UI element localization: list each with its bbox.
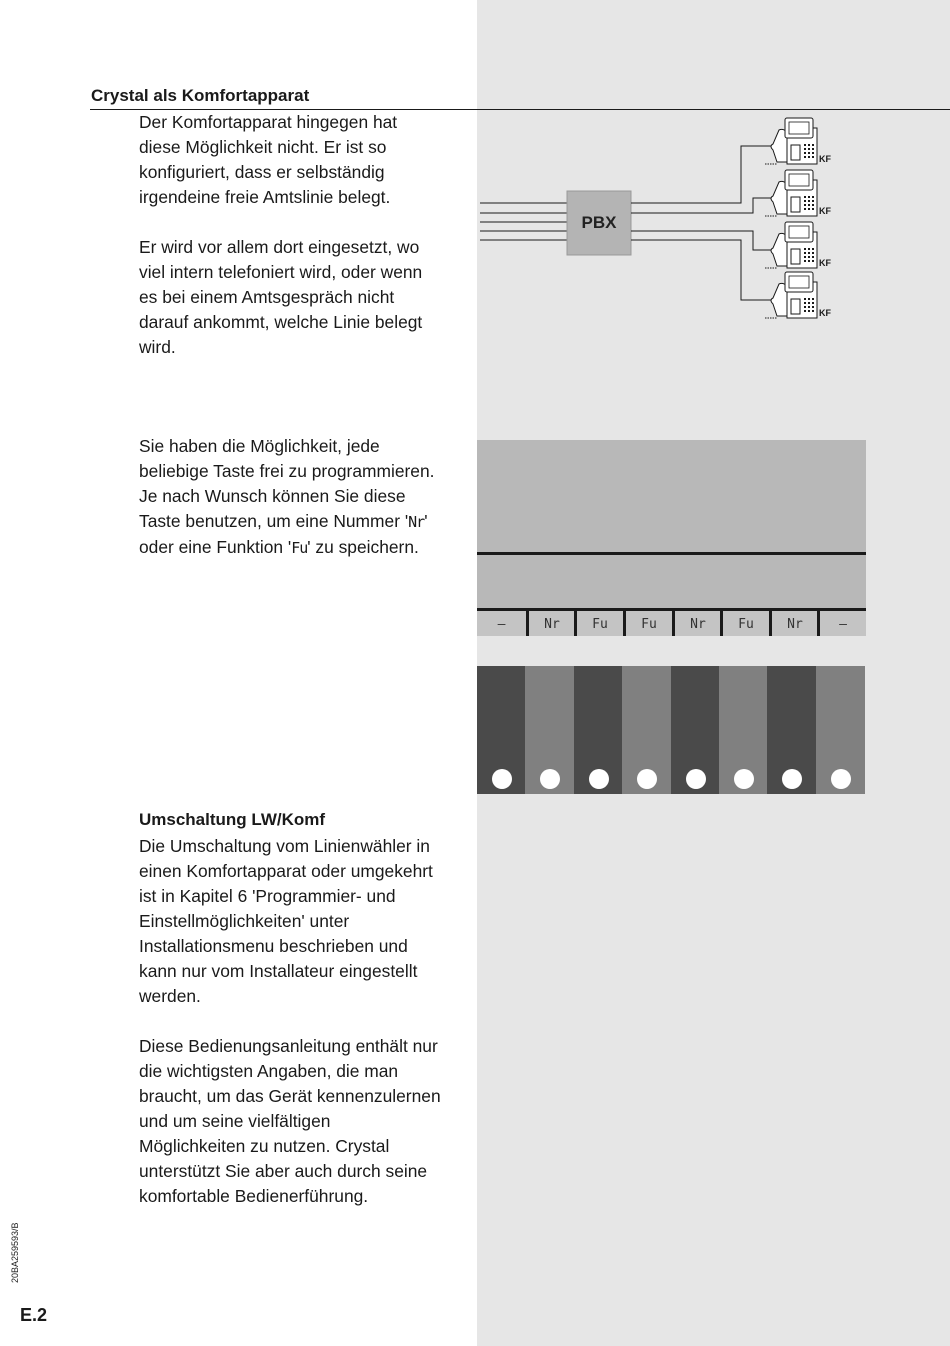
led-indicator xyxy=(831,769,851,789)
text-line: kann nur vom Installateur eingestellt xyxy=(139,961,418,981)
lcd-code-nr: Nr xyxy=(408,513,425,531)
text-line: Die Umschaltung vom Linienwähler in xyxy=(139,836,430,856)
softkey-2[interactable]: Nr xyxy=(526,611,575,636)
text-line: diese Möglichkeit nicht. Er ist so xyxy=(139,137,387,157)
softkey-1[interactable]: — xyxy=(477,611,526,636)
softkey-5[interactable]: Nr xyxy=(672,611,721,636)
programmable-key[interactable] xyxy=(477,666,526,794)
document-code: 20BA259593/B xyxy=(10,1222,20,1283)
page-number: E.2 xyxy=(20,1305,48,1325)
led-indicator xyxy=(734,769,754,789)
lcd-code-fu: Fu xyxy=(291,539,308,557)
section-title: Crystal als Komfortapparat xyxy=(91,86,310,105)
programmable-key[interactable] xyxy=(816,666,865,794)
paragraph-programmieren xyxy=(139,434,474,561)
text-fragment: ' zu speichern. xyxy=(307,537,419,557)
softkey-6[interactable]: Fu xyxy=(720,611,769,636)
phone-group xyxy=(765,118,831,318)
text-line xyxy=(139,509,474,535)
text-line: viel intern telefoniert wird, oder wenn xyxy=(139,262,423,282)
text-line: konfiguriert, dass er selbständig xyxy=(139,162,385,182)
telephone-icon xyxy=(765,272,831,318)
text-fragment: oder eine Funktion ' xyxy=(139,537,292,557)
subsection-title: Umschaltung LW/Komf xyxy=(139,810,326,829)
paragraph-komfortapparat xyxy=(139,110,474,210)
led-indicator xyxy=(540,769,560,789)
led-indicator xyxy=(492,769,512,789)
text-line: es bei einem Amtsgespräch nicht xyxy=(139,287,395,307)
text-line: ist in Kapitel 6 'Programmier- und xyxy=(139,886,396,906)
led-indicator xyxy=(686,769,706,789)
softkey-7[interactable]: Nr xyxy=(769,611,818,636)
text-fragment: ' xyxy=(424,511,428,531)
text-line: einen Komfortapparat oder umgekehrt xyxy=(139,861,433,881)
text-line: werden. xyxy=(139,986,201,1006)
paragraph-einsatz xyxy=(139,235,474,360)
text-line: die wichtigsten Angaben, die man xyxy=(139,1061,399,1081)
text-line: Einstellmöglichkeiten' unter xyxy=(139,911,350,931)
text-line: Möglichkeiten zu nutzen. Crystal xyxy=(139,1136,390,1156)
programmable-key[interactable] xyxy=(671,666,720,794)
trunk-lines xyxy=(480,203,567,240)
paragraph-umschaltung xyxy=(139,834,474,1009)
display-status-area xyxy=(477,555,866,608)
text-line: komfortable Bedienerführung. xyxy=(139,1186,369,1206)
phone-type-label: KF xyxy=(819,154,831,164)
telephone-icon xyxy=(765,222,831,268)
text-line: und um seine vielfältigen xyxy=(139,1111,331,1131)
text-line: Installationsmenu beschrieben und xyxy=(139,936,408,956)
display-screen xyxy=(477,440,866,553)
led-indicator xyxy=(637,769,657,789)
telephone-icon xyxy=(765,118,831,164)
text-line: beliebige Taste frei zu programmieren. xyxy=(139,461,435,481)
softkey-3[interactable]: Fu xyxy=(574,611,623,636)
text-line: irgendeine freie Amtslinie belegt. xyxy=(139,187,391,207)
pbx-label: PBX xyxy=(581,213,617,232)
text-fragment: Taste benutzen, um eine Nummer ' xyxy=(139,511,409,531)
phone-type-label: KF xyxy=(819,206,831,216)
text-line: Der Komfortapparat hingegen hat xyxy=(139,112,398,132)
led-indicator xyxy=(589,769,609,789)
led-indicator xyxy=(782,769,802,789)
text-line: Er wird vor allem dort eingesetzt, wo xyxy=(139,237,420,257)
pbx-diagram xyxy=(477,110,950,330)
programmable-key-row xyxy=(477,666,864,794)
phone-display xyxy=(477,440,866,636)
text-line: wird. xyxy=(139,337,176,357)
programmable-key[interactable] xyxy=(622,666,671,794)
programmable-key[interactable] xyxy=(719,666,768,794)
telephone-icon xyxy=(765,170,831,216)
programmable-key[interactable] xyxy=(767,666,816,794)
text-line: Sie haben die Möglichkeit, jede xyxy=(139,436,380,456)
text-line: Je nach Wunsch können Sie diese xyxy=(139,486,406,506)
programmable-key[interactable] xyxy=(574,666,623,794)
paragraph-bedienungsanleitung xyxy=(139,1034,474,1209)
phone-type-label: KF xyxy=(819,308,831,318)
softkey-8[interactable]: — xyxy=(817,611,866,636)
text-line: braucht, um das Gerät kennenzulernen xyxy=(139,1086,441,1106)
softkey-4[interactable]: Fu xyxy=(623,611,672,636)
phone-type-label: KF xyxy=(819,258,831,268)
text-line: darauf ankommt, welche Linie belegt xyxy=(139,312,423,332)
text-line xyxy=(139,535,474,561)
text-line: Diese Bedienungsanleitung enthält nur xyxy=(139,1036,438,1056)
text-line: unterstützt Sie aber auch durch seine xyxy=(139,1161,428,1181)
programmable-key[interactable] xyxy=(525,666,574,794)
extension-lines xyxy=(631,146,773,300)
